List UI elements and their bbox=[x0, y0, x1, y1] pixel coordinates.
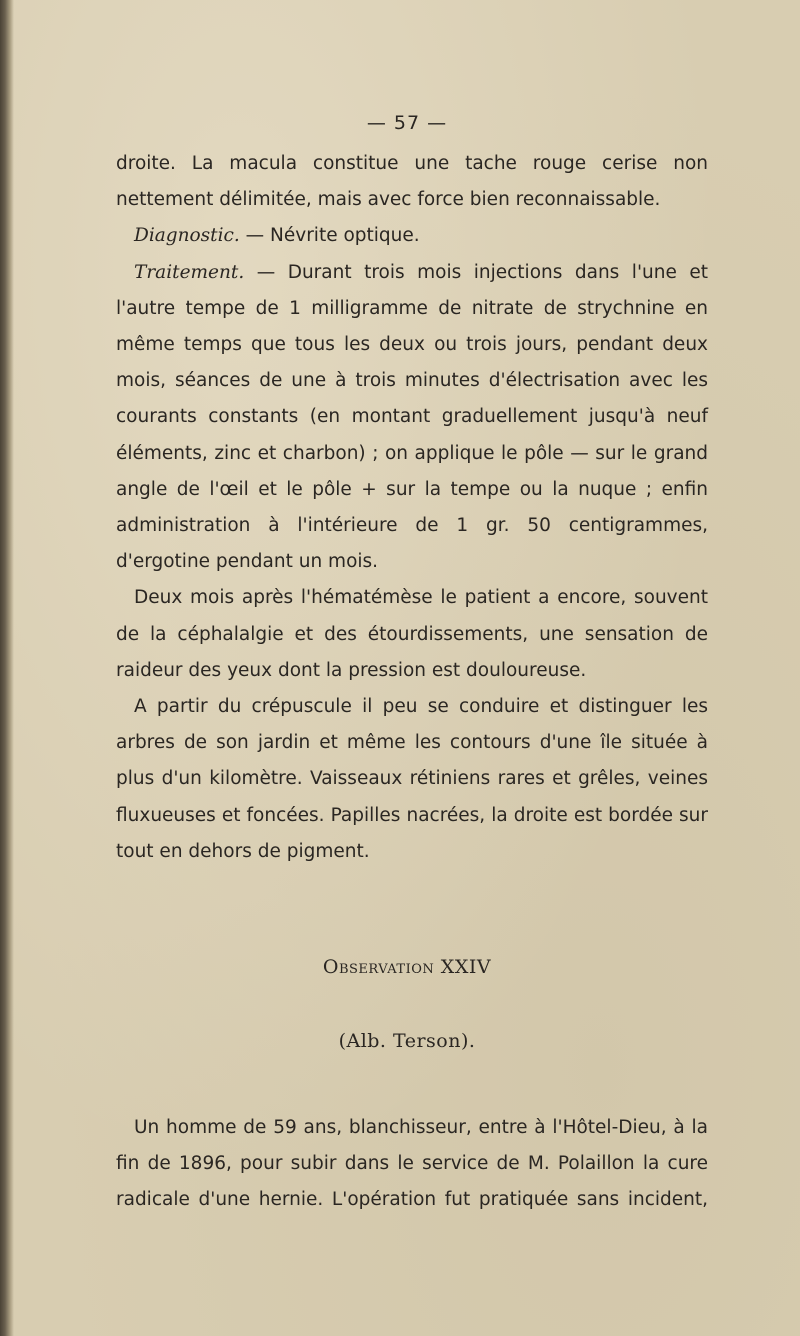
page-binding-edge bbox=[0, 0, 14, 1336]
paragraph-crepuscule: A partir du crépuscule il peu se conduire et distinguer les arbres de son jardin et même les contours d'une île située à plus d'un kilomètre. Vaisseaux rétiniens rares et grêles, veines fluxueuses et foncées. Papilles nacrées, la droite est bordée sur tout en dehors de pigment. bbox=[116, 696, 708, 862]
paragraph-hematemese: Deux mois après l'hématémèse le patient a encore, souvent de la céphalalgie et des étourdissements, une sensation de raideur des yeux dont la pression est douloureuse. bbox=[116, 587, 708, 681]
observation-text bbox=[116, 1110, 708, 1219]
observation-author: (Alb. Terson). bbox=[338, 1030, 476, 1052]
paragraph-diagnostic bbox=[116, 218, 708, 254]
diagnostic-text: — Névrite optique. bbox=[239, 225, 420, 247]
traitement-text: — Durant trois mois injections dans l'une et l'autre tempe de 1 milligramme de nitrate de strychnine en même temps que tous les deux ou trois jours, pendant deux mois, séances de une à trois minutes d'électrisation avec les courants constants (en montant graduellement jusqu'à neuf éléments, zinc et charbon) ; on applique le pôle — sur le grand angle de l'œil et le pôle + sur la tempe ou la nuque ; enfin administration à l'intérieure de 1 gr. 50 centigrammes, d'ergotine pendant un mois. bbox=[116, 261, 708, 573]
paragraph-observation: Un homme de 59 ans, blanchisseur, entre à l'Hôtel-Dieu, à la fin de 1896, pour subir dans le service de M. Polaillon la cure radicale d'une hernie. L'opération fut pratiquée sans incident, bbox=[116, 1117, 708, 1211]
diagnostic-label: Diagnostic. bbox=[134, 225, 240, 247]
page-number: — 57 — bbox=[366, 112, 448, 134]
traitement-label: Traitement. bbox=[134, 261, 245, 283]
observation-heading: Observation XXIV bbox=[322, 956, 492, 978]
main-text bbox=[116, 146, 708, 870]
paragraph-macula: droite. La macula constitue une tache rouge cerise non nettement délimitée, mais avec force bien reconnaissable. bbox=[116, 153, 708, 211]
paragraph-traitement bbox=[116, 255, 708, 581]
